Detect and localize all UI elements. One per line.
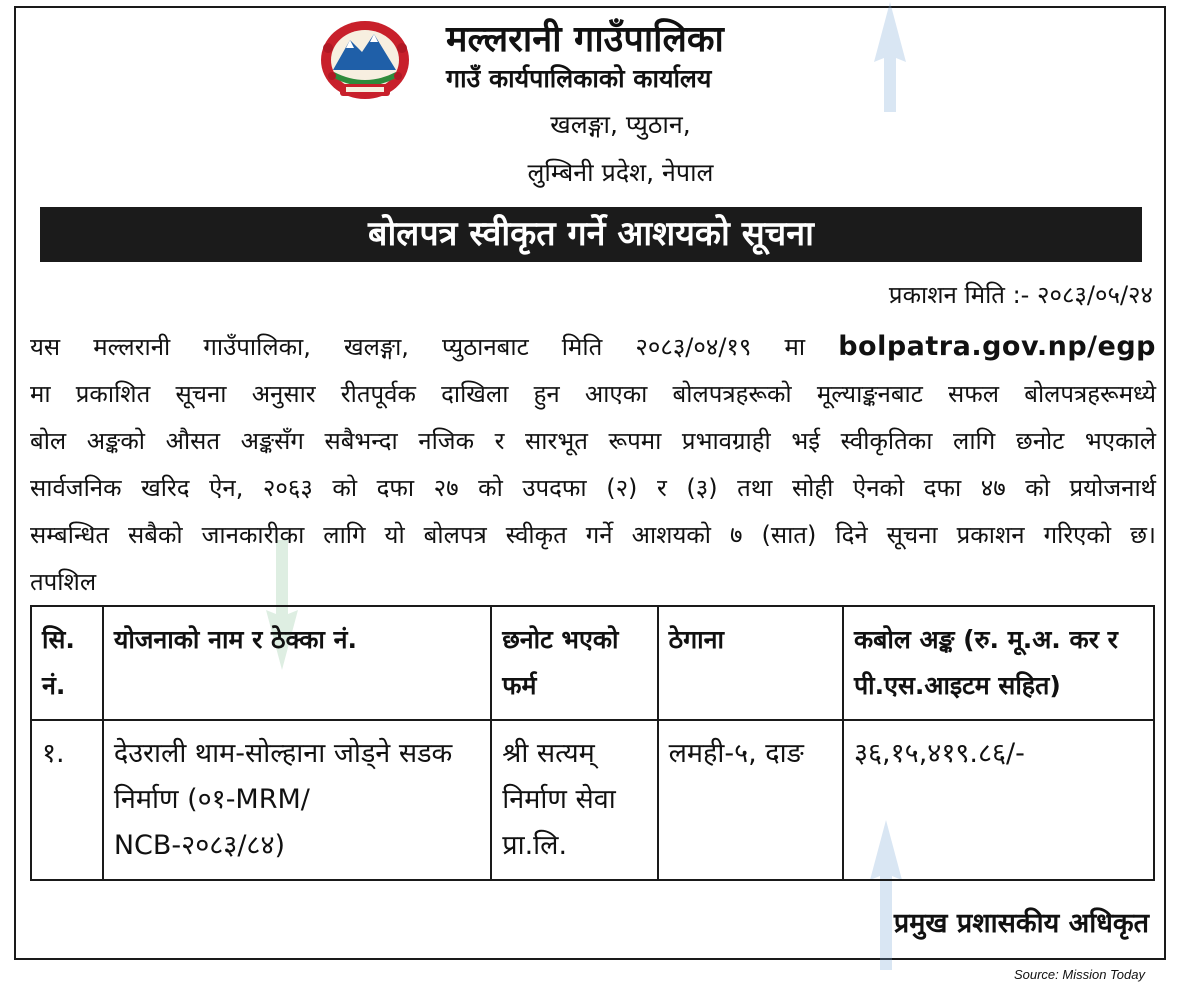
publication-date-label: प्रकाशन मिति :- [888,281,1030,309]
body-line-5: सम्बन्धित सबैको जानकारीका लागि यो बोलपत्र स्वीकृत गर्ने आशयको ७ (सात) दिने सूचना प्रकाशन गरिएको छ। [30,521,1156,549]
table-row [31,720,1154,880]
header-address: ठेगाना [658,606,843,720]
header-serial: सि. नं. [31,606,103,720]
nepal-emblem-icon [318,18,412,102]
watermark-arrow-icon [870,2,910,112]
header-firm: छनोट भएको फर्म [491,606,657,720]
publication-date [889,278,1153,312]
cell-firm: श्री सत्यम् निर्माण सेवा प्रा.लि. [491,720,657,880]
address-line-2: लुम्बिनी प्रदेश, नेपाल [527,158,714,187]
publication-date-value: २०८३/०५/२४ [1036,281,1153,309]
header-amount: कबोल अङ्क (रु. मू.अ. कर र पी.एस.आइटम सहित) [843,606,1154,720]
body-line-1 [30,323,1156,371]
signatory-title: प्रमुख प्रशासकीय अधिकृत [893,908,1149,939]
header-project: योजनाको नाम र ठेक्का नं. [103,606,491,720]
body-line-3: बोल अङ्कको औसत अङ्कसँग सबैभन्दा नजिक र सारभूत रूपमा प्रभावग्राही भई स्वीकृतिका लागि छनोट भएकाले [30,427,1156,455]
tender-table [30,605,1155,881]
office-name: गाउँ कार्यपालिकाको कार्यालय [446,64,712,93]
body-line-4: सार्वजनिक खरिद ऐन, २०६३ को दफा २७ को उपदफा (२) र (३) तथा सोही ऐनको दफा ४७ को प्रयोजनार्थ [30,474,1156,502]
body-line-2: मा प्रकाशित सूचना अनुसार रीतपूर्वक दाखिला हुन आएका बोलपत्रहरूको मूल्याङ्कनबाट सफल बोलपत्रहरूमध्ये [30,380,1156,408]
body-line-1-text: यस मल्लरानी गाउँपालिका, खलङ्गा, प्युठानबाट मिति २०८३/०४/१९ मा [30,333,806,361]
cell-address: लमही-५, दाङ [658,720,843,880]
cell-project: देउराली थाम-सोल्हाना जोड्ने सडक निर्माण (०१-MRM/ NCB-२०८३/८४) [103,720,491,880]
address-line-1: खलङ्गा, प्युठान, [550,110,691,139]
cell-serial: १. [31,720,103,880]
website-link[interactable]: bolpatra.gov.np/egp [838,331,1156,362]
notice-title-banner: बोलपत्र स्वीकृत गर्ने आशयको सूचना [40,207,1142,262]
details-label: तपशिल [30,568,97,596]
table-header-row [31,606,1154,720]
notice-body [30,323,1156,606]
organization-name: मल्लरानी गाउँपालिका [446,19,724,60]
source-credit: Source: Mission Today [1013,967,1145,982]
cell-amount: ३६,१५,४१९.८६/- [843,720,1154,880]
